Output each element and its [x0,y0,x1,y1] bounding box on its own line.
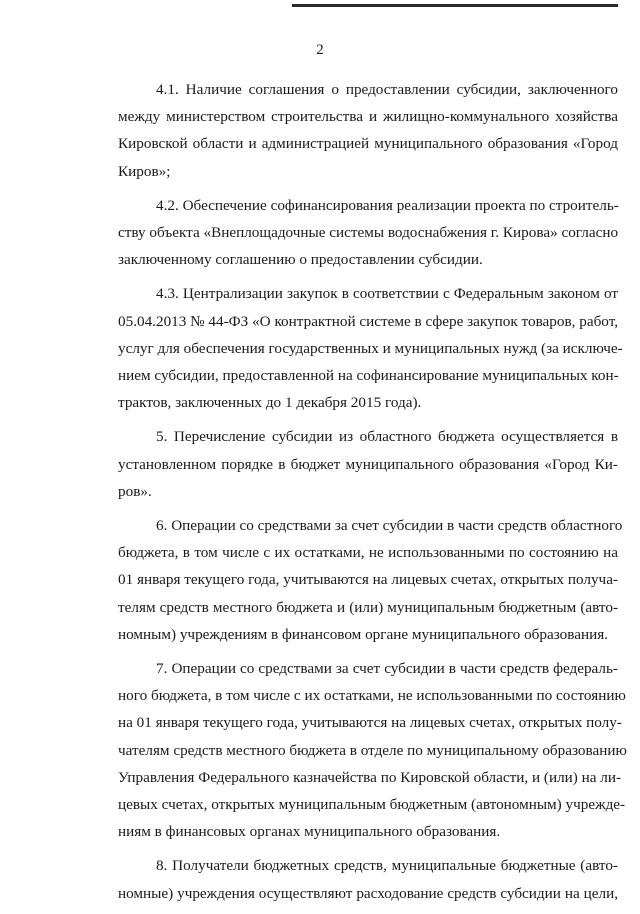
paragraph-7 [118,852,618,906]
paragraph-3 [118,280,623,416]
text-line: трактов, заключенных до 1 декабря 2015 года). [118,394,422,412]
text-line: Киров»; [118,162,171,180]
text-line: цевых счетах, открытых муниципальным бюджетным (автономным) учрежде- [118,796,626,814]
text-line: Кировской области и администрацией муниципального образования «Город [118,135,618,153]
text-line: ству объекта «Внеплощадочные системы водоснабжения г. Кирова» согласно [118,224,619,242]
text-line: чателям средств местного бюджета в отделе по муниципальному образованию [118,741,627,759]
text-line: 4.2. Обеспечение софинансирования реализации проекта по строитель- [156,196,619,214]
text-line: 6. Операции со средствами за счет субсидии в части средств областного [156,517,623,535]
paragraph-4 [118,423,618,505]
text-line: Управления Федерального казначейства по Кировской области, и (или) на ли- [118,768,622,786]
text-line: бюджета, в том числе с их остатками, не использованными по состоянию на [118,544,618,562]
text-line: установленном порядке в бюджет муниципального образования «Город Ки- [118,455,618,473]
text-line: нием субсидии, предоставленной на софинансирование муниципальных кон- [118,367,619,385]
text-line: заключенному соглашению о предоставлении субсидии. [118,251,483,269]
text-line: 4.3. Централизации закупок в соответствии с Федеральным законом от [156,285,618,303]
paragraph-1 [118,76,618,185]
text-line: телям средств местного бюджета и (или) муниципальным бюджетным (авто- [118,598,618,616]
text-line: 8. Получатели бюджетных средств, муниципальные бюджетные (авто- [156,857,618,875]
paragraph-2 [118,192,618,274]
top-border-line [292,4,618,7]
text-line: 4.1. Наличие соглашения о предоставлении субсидии, заключенного [156,81,618,98]
paragraph-6 [118,655,627,845]
document-body [118,76,627,914]
text-line: между министерством строительства и жилищно-коммунального хозяйства [118,108,618,126]
text-line: номные) учреждения осуществляют расходование средств субсидии на цели, [118,884,618,902]
page-number: 2 [316,42,324,58]
text-line: 7. Операции со средствами за счет субсидии в части средств федераль- [156,660,618,678]
text-line: услуг для обеспечения государственных и муниципальных нужд (за исключе- [118,339,623,357]
text-line: ного бюджета, в том числе с их остатками, не использованными по состоянию [118,687,626,705]
text-line: 5. Перечисление субсидии из областного бюджета осуществляется в [156,428,618,446]
text-line: на 01 января текущего года, учитываются на лицевых счетах, открытых полу- [118,714,622,732]
text-line: ниям в финансовых органах муниципального образования. [118,823,501,841]
text-line: 05.04.2013 № 44-ФЗ «О контрактной системе в сфере закупок товаров, работ, [118,312,618,330]
paragraph-5 [118,512,623,648]
text-line: 01 января текущего года, учитываются на лицевых счетах, открытых получа- [118,571,618,589]
text-line: ров». [118,482,152,500]
text-line: номным) учреждениям в финансовом органе муниципального образования. [118,625,608,643]
